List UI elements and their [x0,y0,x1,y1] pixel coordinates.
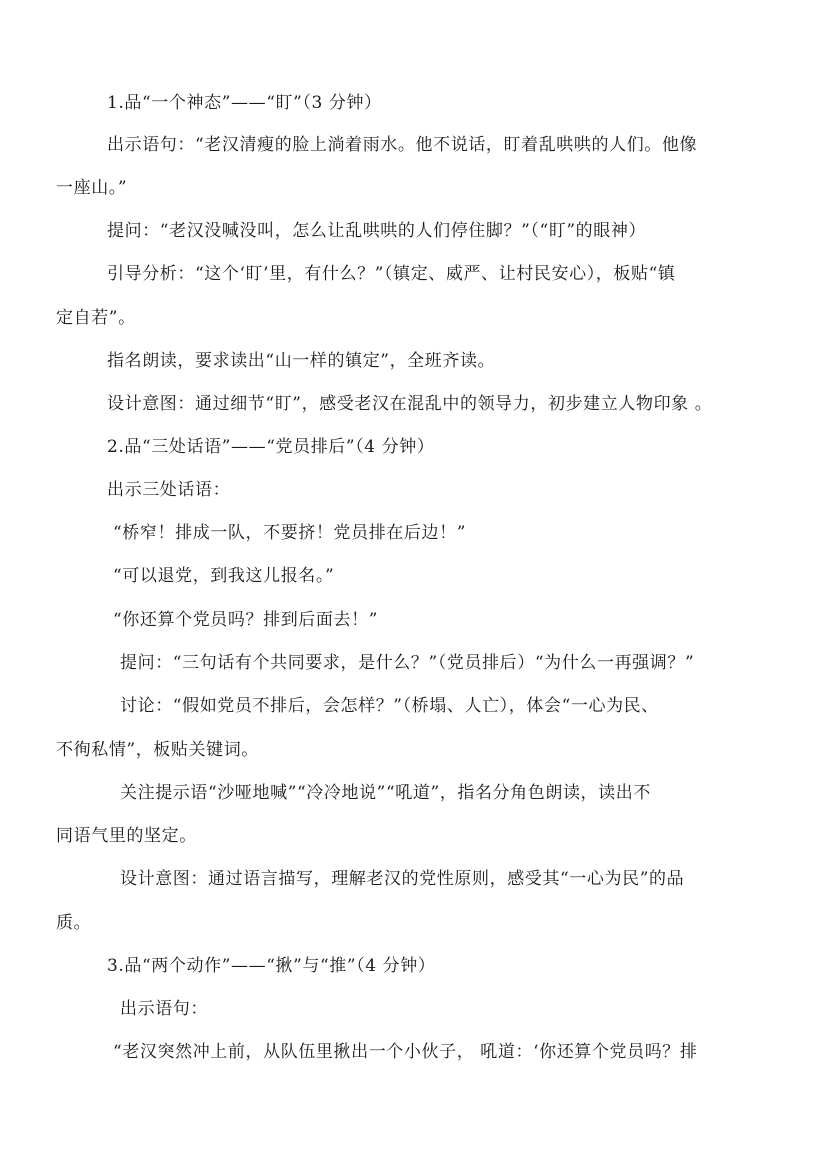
paragraph-line: 出示语句：“老汉清瘦的脸上淌着雨水。他不说话，盯着乱哄哄的人们。他像 [107,135,698,155]
paragraph-line: 定自若”。 [56,308,136,328]
paragraph-line: 引导分析：“这个‘盯’里，有什么？”（镇定、威严、让村民安心），板贴“镇 [107,264,676,284]
paragraph-line: 一座山。” [56,178,128,198]
paragraph-line: 提问：“三句话有个共同要求，是什么？”（党员排后）“为什么一再强调？” [120,653,695,673]
paragraph-line: 提问：“老汉没喊没叫，怎么让乱哄哄的人们停住脚？”（“盯”的眼神） [107,221,647,241]
quote-line: “桥窄！排成一队，不要挤！党员排在后边！” [113,523,466,543]
paragraph-line: 不徇私情”，板贴关键词。 [56,740,259,760]
paragraph-line: 同语气里的坚定。 [56,826,197,846]
paragraph-line: 出示三处话语： [107,480,231,500]
heading-3: 3.品“两个动作”——“揪”与“推”（4 分钟） [107,956,436,976]
heading-1: 1.品“一个神态”——“盯”（3 分钟） [107,93,382,113]
paragraph-line: 关注提示语“沙哑地喊”“冷冷地说”“吼道”，指名分角色朗读，读出不 [120,783,651,803]
quote-line: “老汉突然冲上前，从队伍里揪出一个小伙子， 吼道：‘你还算个党员吗？排 [113,1042,698,1062]
paragraph-line: 设计意图：通过语言描写，理解老汉的党性原则，感受其“一心为民”的品 [120,869,685,889]
quote-line: “可以退党，到我这儿报名。” [113,566,335,586]
quote-line: “你还算个党员吗？排到后面去！” [113,610,378,630]
paragraph-line: 指名朗读，要求读出“山一样的镇定”，全班齐读。 [107,351,496,371]
paragraph-line: 设计意图：通过细节“盯”，感受老汉在混乱中的领导力，初步建立人物印象 。 [107,394,713,414]
heading-2: 2.品“三处话语”——“党员排后”（4 分钟） [107,437,435,457]
paragraph-line: 讨论：“假如党员不排后，会怎样？”（桥塌、人亡），体会“一心为民、 [120,696,659,716]
paragraph-line: 出示语句： [120,999,208,1019]
paragraph-line: 质。 [56,913,92,933]
